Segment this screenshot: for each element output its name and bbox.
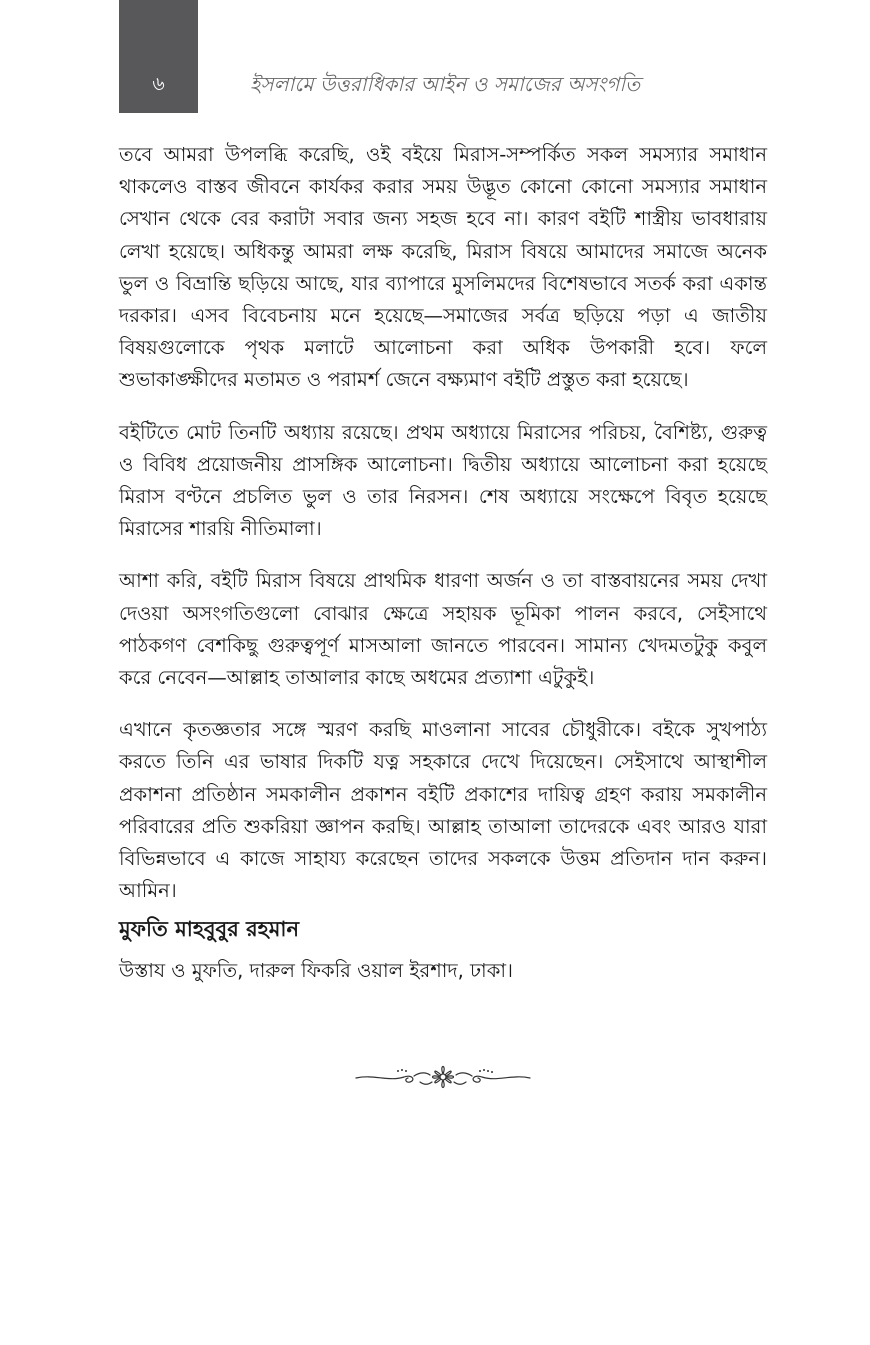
page-number-tab bbox=[119, 0, 198, 113]
paragraph-1: তবে আমরা উপলব্ধি করেছি, ওই বইয়ে মিরাস-সম্পর্কিত সকল সমস্যার সমাধান থাকলেও বাস্তব জীবনে কার্যকর করার সময় উদ্ভূত কোনো কোনো সমস্যার সমাধান সেখান থেকে বের করাটা সবার জন্য সহজ হবে না। কারণ বইটি শাস্ত্রীয় ভাবধারায় লেখা হয়েছে। অধিকন্তু আমরা লক্ষ করেছি, মিরাস বিষয়ে আমাদের সমাজে অনেক ভুল ও বিভ্রান্তি ছড়িয়ে আছে, যার ব্যাপারে মুসলিমদের বিশেষভাবে সতর্ক করা একান্ত দরকার। এসব বিবেচনায় মনে হয়েছে—সমাজের সর্বত্র ছড়িয়ে পড়া এ জাতীয় বিষয়গুলোকে পৃথক মলাটে আলোচনা করা অধিক উপকারী হবে। ফলে শুভাকাঙ্ক্ষীদের মতামত ও পরামর্শ জেনে বক্ষ্যমাণ বইটি প্রস্তুত করা হয়েছে। bbox=[119, 143, 767, 392]
body-text bbox=[119, 139, 767, 927]
author-name: মুফতি মাহবুবুর রহমান bbox=[119, 917, 299, 941]
paragraph-4: এখানে কৃতজ্ঞতার সঙ্গে স্মরণ করছি মাওলানা সাবের চৌধুরীকে। বইকে সুখপাঠ্য করতে তিনি এর ভাষার দিকটি যত্ন সহকারে দেখে দিয়েছেন। সেইসাথে আস্থাশীল প্রকাশনা প্রতিষ্ঠান সমকালীন প্রকাশন বইটি প্রকাশের দায়িত্ব গ্রহণ করায় সমকালীন পরিবারের প্রতি শুকরিয়া জ্ঞাপন করছি। আল্লাহ তাআলা তাদেরকে এবং আরও যারা বিভিন্নভাবে এ কাজে সাহায্য করেছেন তাদের সকলকে উত্তম প্রতিদান দান করুন। আমিন। bbox=[119, 718, 767, 903]
floral-divider-icon bbox=[354, 1062, 532, 1092]
paragraph-3: আশা করি, বইটি মিরাস বিষয়ে প্রাথমিক ধারণা অর্জন ও তা বাস্তবায়নের সময় দেখা দেওয়া অসংগতিগুলো বোঝার ক্ষেত্রে সহায়ক ভূমিকা পালন করবে, সেইসাথে পাঠকগণ বেশকিছু গুরুত্বপূর্ণ মাসআলা জানতে পারবেন। সামান্য খেদমতটুকু কবুল করে নেবেন—আল্লাহ তাআলার কাছে অধমের প্রত্যাশা এটুকুই। bbox=[119, 569, 767, 690]
author-signoff bbox=[119, 912, 767, 987]
running-header-title: ইসলামে উত্তরাধিকার আইন ও সমাজের অসংগতি bbox=[250, 72, 641, 96]
paragraph-2: বইটিতে মোট তিনটি অধ্যায় রয়েছে। প্রথম অধ্যায়ে মিরাসের পরিচয়, বৈশিষ্ট্য, গুরুত্ব ও বিবিধ প্রয়োজনীয় প্রাসঙ্গিক আলোচনা। দ্বিতীয় অধ্যায়ে আলোচনা করা হয়েছে মিরাস বণ্টনে প্রচলিত ভুল ও তার নিরসন। শেষ অধ্যায়ে সংক্ষেপে বিবৃত হয়েছে মিরাসের শারয়ি নীতিমালা। bbox=[119, 420, 767, 541]
page-number: ৬ bbox=[152, 73, 165, 95]
author-designation: উস্তায ও মুফতি, দারুল ফিকরি ওয়াল ইরশাদ, ঢাকা। bbox=[119, 959, 513, 982]
